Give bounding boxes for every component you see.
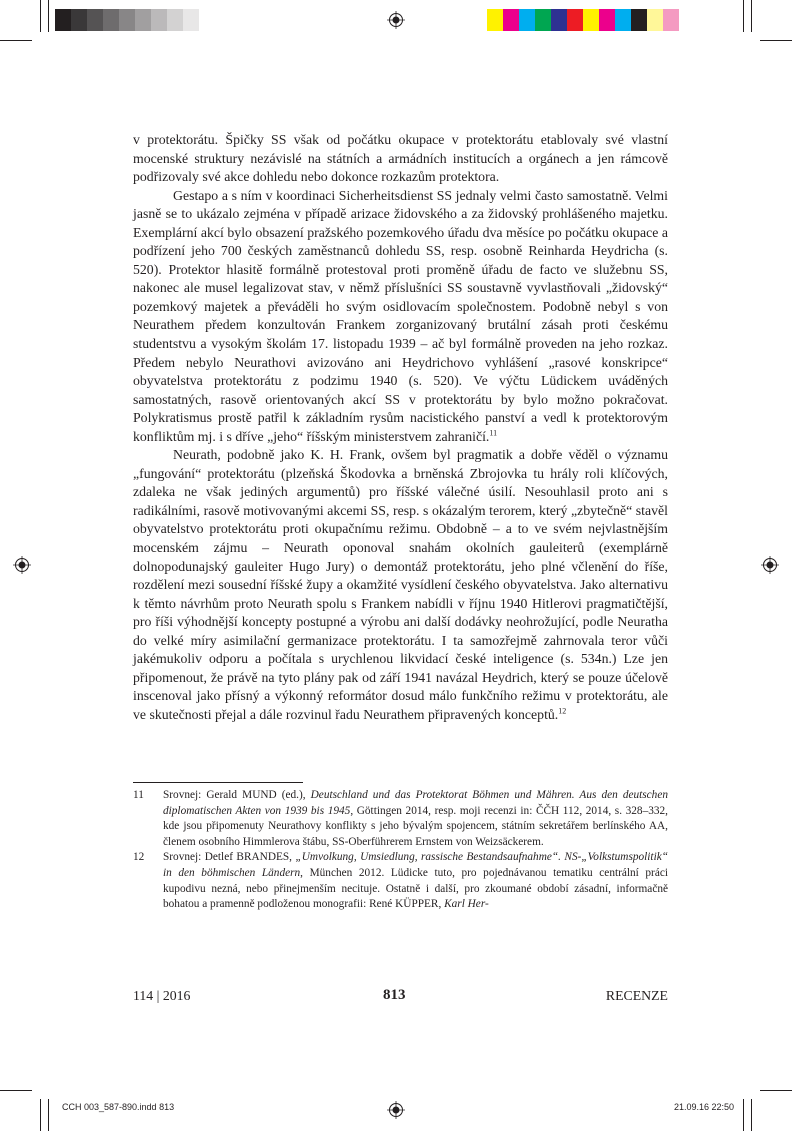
color-swatch <box>535 9 551 31</box>
section-label: RECENZE <box>605 988 668 1003</box>
registration-mark-icon <box>761 556 779 574</box>
grayscale-color-bar <box>55 9 215 31</box>
gray-swatch <box>151 9 167 31</box>
gray-swatch <box>103 9 119 31</box>
crop-mark <box>48 0 49 32</box>
color-swatch <box>615 9 631 31</box>
slug-filename: CCH 003_587-890.indd 813 <box>62 1102 175 1112</box>
footnote-number: 12 <box>133 851 145 864</box>
gray-swatch <box>55 9 71 31</box>
registration-mark-icon <box>387 11 405 29</box>
footnote-text: , München 2012. Lüdicke tuto, pro pojednávanou tematiku centrální práci kupodivu nezná, nebo přinejmenším necituje. Ostatně i další, pro zkoumané období zásadní, informačně bohatou a pramenně podloženou monografii: René KÜPPER, <box>163 866 668 911</box>
paragraph <box>133 187 668 447</box>
issue-label: 114 | 2016 <box>133 988 191 1003</box>
paragraph-text: Neurath, podobně jako K. H. Frank, ovšem byl pragmatik a dobře věděl o významu „fungování“ protektorátu (plzeňská Škodovka a brněnská Zbrojovka tu hrály roli klíčových, zdaleka ne však jediných argumentů) pro říšské válečné úsilí. Nesouhlasil proto ani s radikálními, rasově motivovanými akcemi SS, resp. s okázalým terorem, který „zbytečně“ stavěl obyvatelstvo protektorátu proti okupačnímu režimu. Obdobně – a to ve svém nejvlastnějším mocenském zájmu – Neurath oponoval snahám okolních gauleiterů (exemplárně dolnopodunajský gauleiter Hugo Jury) o demontáž protektorátu, jeho plné včlenění do říše, rozdělení mezi sousední říšské župy a okamžité vysídlení českého obyvatelstva. Jako alternativu k těmto návrhům proto Neurath spolu s Frankem nabídli v říjnu 1940 Hitlerovi pragmatičtější, pro říši výhodnější koncepty postupné a výrobu ani další dodávky neohrožující, podle Neuratha do velké míry asimilační germanizace protektorátu. I ta samozřejmě zahrnovala teror vůči jakémukoliv odporu a počítala s urychlenou likvidací české inteligence (s. 534n.) Lze jen připomenout, že právě na tyto plány pak od září 1941 navázal Heydrich, který se pouze účelově inscenoval jako přísný a výkonný reformátor dosud málo funkčního režimu v protektorátu, ale ve skutečnosti přejal a dále rozvinul řadu Neurathem připravených konceptů. <box>133 447 668 722</box>
crop-mark <box>751 0 752 32</box>
footnote-text: Srovnej: Detlef BRANDES, <box>163 851 296 864</box>
footnote-title: Deutschland und das Protektorat Böhmen und Mähren. Aus den deutschen diplomatischen Akten von 1939 bis 1945 <box>163 789 668 817</box>
footnote-reference[interactable]: 11 <box>489 428 498 438</box>
footnote-11 <box>133 788 668 850</box>
footnote-title: „Umvolkung, Umsiedlung, rassische Bestandsaufnahme“. NS-„Volkstumspolitik“ in den böhmischen Ländern <box>163 851 668 879</box>
crop-mark <box>0 40 32 41</box>
gray-swatch <box>119 9 135 31</box>
footnote-separator <box>133 782 303 783</box>
crop-mark <box>743 0 744 32</box>
color-swatch <box>503 9 519 31</box>
registration-mark-icon <box>13 556 31 574</box>
process-color-bar <box>487 9 679 31</box>
paragraph-text: Gestapo a s ním v koordinaci Sicherheitsdienst SS jednaly velmi často samostatně. Velmi jasně se to ukázalo zejména v případě arizace židovského a za židovský prohlášeného majetku. Exemplární akcí bylo obsazení pražského pozemkového úřadu dva měsíce po počátku okupace a podřízení jeho 700 českých zaměstnanců dohledu SS, resp. osobně Reinharda Heydricha (s. 520). Protektor hlasitě formálně protestoval proti proměně úřadu de facto ve služebnu SS, nakonec ale musel legalizovat stav, v němž příslušníci SS soustavně vyvlastňovali „židovský“ pozemkový majetek a převáděli ho svým osidlovacím společnostem. Podobně nebyl s von Neurathem předem konzultován Frankem zorganizovaný brutální zásah proti českému studentstvu a vysokým školám 17. listopadu 1939 – ač byl formálně proveden na jeho rozkaz. Předem nebylo Neurathovi avizováno ani Heydrichovo vyhlášení „rasové konskripce“ obyvatelstva protektorátu z podzimu 1940 (s. 520). Ve výčtu Lüdickem uváděných samostatných, rasově orientovaných akcí SS v protektorátu by bylo možno pokračovat. Polykratismus prostě patřil k základním rysům nacistického panství a vedl k protektorovým konfliktům mj. i s dříve „jeho“ říšským ministerstvem zahraničí. <box>133 187 668 444</box>
color-swatch <box>647 9 663 31</box>
crop-mark <box>40 1099 41 1131</box>
footnotes <box>133 788 668 913</box>
color-swatch <box>663 9 679 31</box>
crop-mark <box>0 1090 32 1091</box>
slug-timestamp: 21.09.16 22:50 <box>673 1102 734 1112</box>
footnote-title: Karl Her- <box>444 898 489 911</box>
footnote-text: Srovnej: Gerald MUND (ed.), <box>163 789 311 801</box>
registration-mark-icon <box>387 1101 405 1119</box>
gray-swatch <box>199 9 215 31</box>
footnote-reference[interactable]: 12 <box>558 706 567 716</box>
footnote-number: 11 <box>133 789 144 801</box>
gray-swatch <box>135 9 151 31</box>
paragraph <box>133 131 668 187</box>
gray-swatch <box>167 9 183 31</box>
color-swatch <box>487 9 503 31</box>
color-swatch <box>631 9 647 31</box>
crop-mark <box>40 0 41 32</box>
crop-mark <box>743 1099 744 1131</box>
color-swatch <box>519 9 535 31</box>
crop-mark <box>48 1099 49 1131</box>
page-number: 813 <box>383 987 406 1003</box>
paragraph <box>133 446 668 724</box>
paragraph-text: v protektorátu. Špičky SS však od počátku okupace v protektorátu etablovaly své vlastní mocenské struktury nezávislé na státních a armádních institucích a orgánech a jen rámcově podřizovaly své akce dohledu nebo dokonce rozkazům protektora. <box>133 132 668 185</box>
color-swatch <box>551 9 567 31</box>
color-swatch <box>567 9 583 31</box>
color-swatch <box>599 9 615 31</box>
gray-swatch <box>71 9 87 31</box>
gray-swatch <box>87 9 103 31</box>
crop-mark <box>760 1090 792 1091</box>
crop-mark <box>760 40 792 41</box>
crop-mark <box>751 1099 752 1131</box>
color-swatch <box>583 9 599 31</box>
gray-swatch <box>183 9 199 31</box>
footnote-text: , Göttingen 2014, resp. moji recenzi in: ČČH 112, 2014, s. 328–332, kde jsou připomenuty Neurathovy konflikty s jeho bývalým spojencem, státním sekretářem berlínského AA, členem osobního Himmlerova štábu, SS-Oberführerem Ernstem von Weizsäckerem. <box>163 804 668 848</box>
footnote-12 <box>133 850 668 912</box>
main-text <box>133 131 668 725</box>
